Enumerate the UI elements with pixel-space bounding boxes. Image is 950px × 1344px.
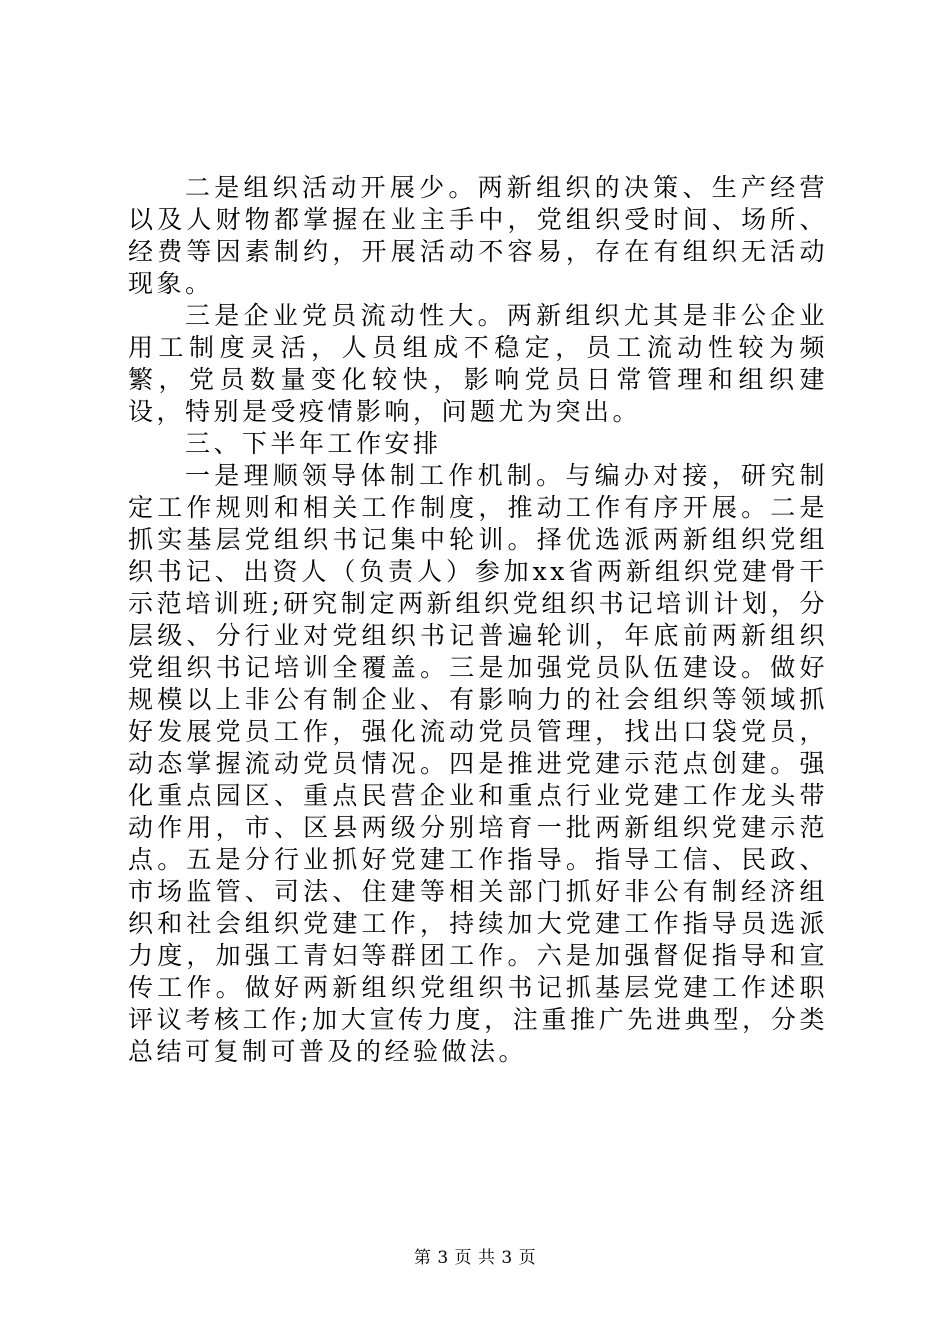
document-body — [128, 172, 828, 1068]
paragraph-activities: 二是组织活动开展少。两新组织的决策、生产经营以及人财物都掌握在业主手中，党组织受时间、场所、经费等因素制约，开展活动不容易，存在有组织无活动现象。 — [128, 173, 828, 298]
page-footer: 第 3 页 共 3 页 — [413, 1248, 537, 1268]
paragraph-work-plan: 一是理顺领导体制工作机制。与编办对接，研究制定工作规则和相关工作制度，推动工作有序开展。二是抓实基层党组织书记集中轮训。择优选派两新组织党组织书记、出资人（负责人）参加xx省两新组织党建骨干示范培训班;研究制定两新组织党组织书记培训计划，分层级、分行业对党组织书记普遍轮训，年底前两新组织党组织书记培训全覆盖。三是加强党员队伍建设。做好规模以上非公有制企业、有影响力的社会组织等领域抓好发展党员工作，强化流动党员管理，找出口袋党员，动态掌握流动党员情况。四是推进党建示范点创建。强化重点园区、重点民营企业和重点行业党建工作龙头带动作用，市、区县两级分别培育一批两新组织党建示范点。五是分行业抓好党建工作指导。指导工信、民政、市场监管、司法、住建等相关部门抓好非公有制经济组织和社会组织党建工作，持续加大党建工作指导员选派力度，加强工青妇等群团工作。六是加强督促指导和宣传工作。做好两新组织党组织书记抓基层党建工作述职评议考核工作;加大宣传力度，注重推广先进典型，分类总结可复制可普及的经验做法。 — [128, 461, 828, 1066]
paragraph-mobility: 三是企业党员流动性大。两新组织尤其是非公企业用工制度灵活，人员组成不稳定，员工流动性较为频繁，党员数量变化较快，影响党员日常管理和组织建设，特别是受疫情影响，问题尤为突出。 — [128, 301, 828, 426]
section-heading-plan: 三、下半年工作安排 — [185, 429, 442, 458]
